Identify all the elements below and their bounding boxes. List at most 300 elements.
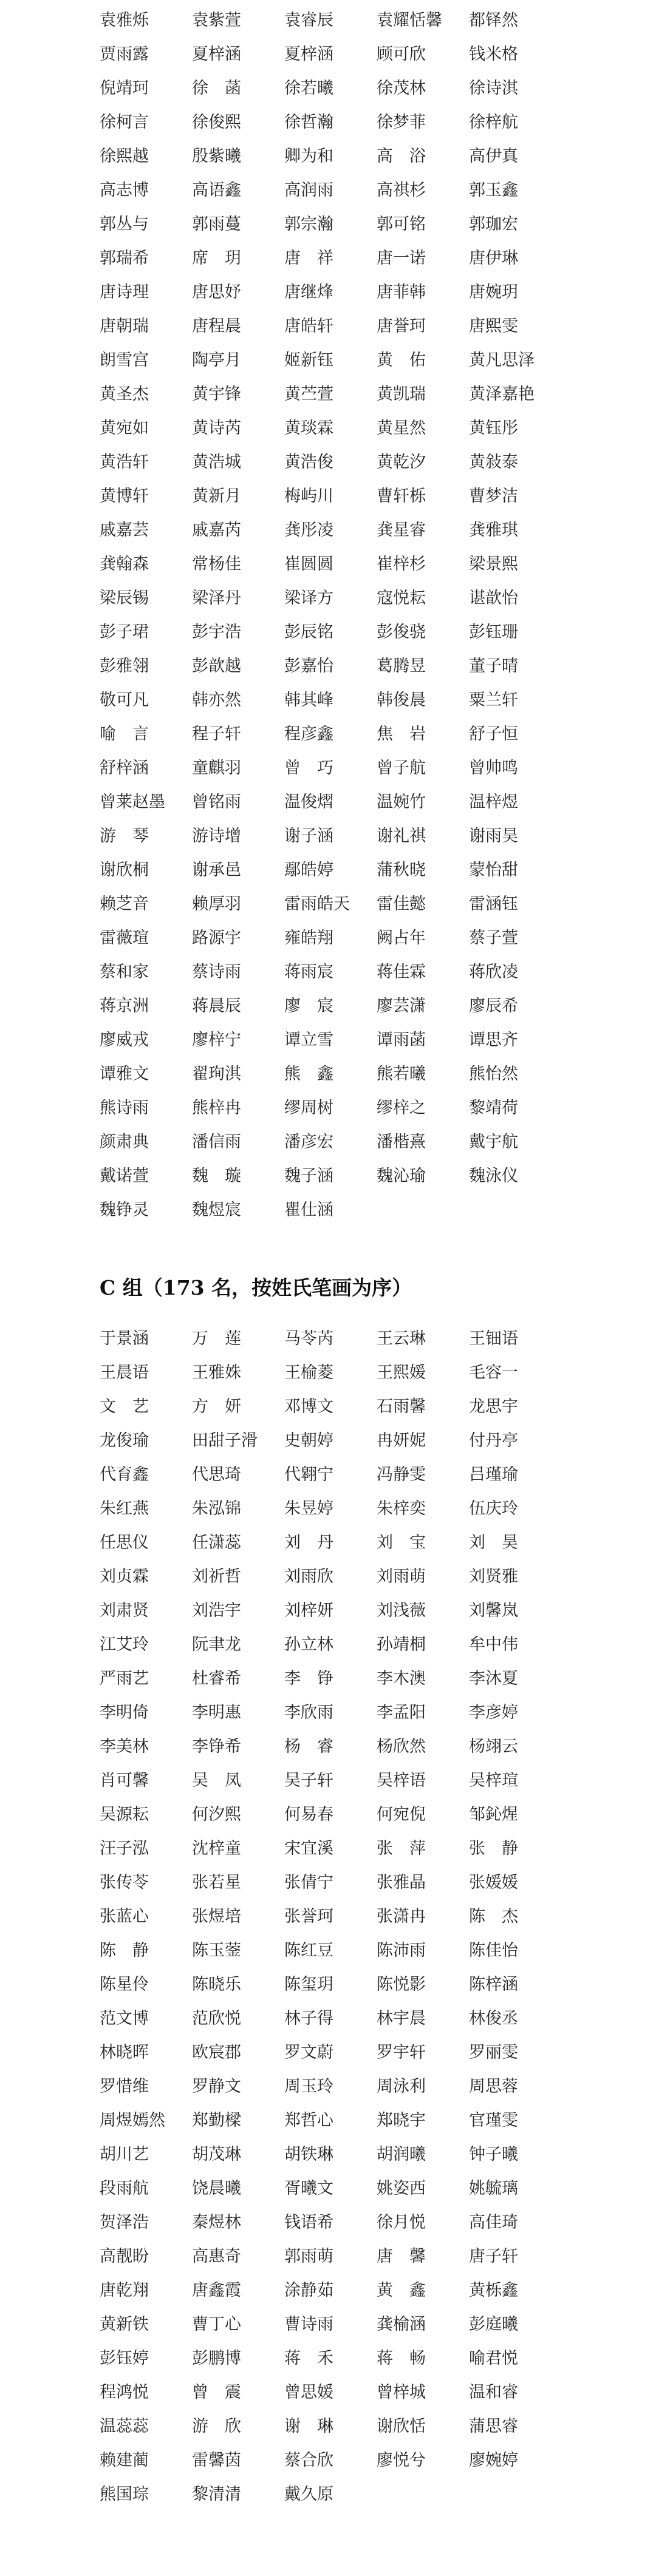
student-name: 张若星 [192, 1873, 241, 1892]
student-name: 舒子恒 [469, 725, 518, 744]
student-name: 廖芸潇 [377, 997, 426, 1015]
student-name: 蒋 畅 [377, 2349, 426, 2368]
student-name: 陈 静 [100, 1941, 149, 1960]
student-name: 谌歆怡 [469, 589, 518, 608]
student-name: 高润雨 [284, 181, 333, 200]
student-name: 郭可铭 [377, 215, 426, 234]
student-name: 彭庭曦 [469, 2315, 518, 2334]
student-name: 黄诗芮 [192, 419, 241, 438]
student-name: 罗文蔚 [284, 2043, 333, 2062]
student-name: 高语鑫 [192, 181, 241, 200]
student-name: 龚星睿 [377, 521, 426, 540]
student-name: 王熙媛 [377, 1363, 426, 1382]
student-name: 李沐夏 [469, 1669, 518, 1688]
student-name: 黄钰彤 [469, 419, 518, 438]
student-name: 姚姿西 [377, 2179, 426, 2198]
student-name: 彭鹏博 [192, 2349, 241, 2368]
student-name: 魏泳仪 [469, 1167, 518, 1185]
student-name: 杨翊云 [469, 1737, 518, 1756]
student-name: 廖 宸 [284, 997, 333, 1015]
student-name: 蔡和家 [100, 963, 149, 981]
student-name: 贺泽浩 [100, 2213, 149, 2232]
student-name: 李明倚 [100, 1703, 149, 1722]
student-name: 史朝婷 [284, 1431, 333, 1450]
student-name: 吴源耘 [100, 1805, 149, 1824]
student-name: 戚嘉芮 [192, 521, 241, 540]
student-name: 顾可欣 [377, 45, 426, 64]
student-name: 唐思妤 [192, 283, 241, 302]
student-name: 曹轩栎 [377, 487, 426, 506]
student-name: 谭雅文 [100, 1065, 149, 1083]
student-name: 雷雨皓天 [284, 895, 350, 913]
student-name: 陈玉蓥 [192, 1941, 241, 1960]
student-name: 吴梓语 [377, 1771, 426, 1790]
student-name: 蒋京洲 [100, 997, 149, 1015]
student-name: 廖悦兮 [377, 2451, 426, 2470]
student-name: 舒梓涵 [100, 759, 149, 778]
student-name: 周玉玲 [284, 2077, 333, 2096]
student-name: 石雨馨 [377, 1397, 426, 1416]
student-name: 黎清清 [192, 2485, 241, 2504]
student-name: 缪周树 [284, 1099, 333, 1117]
student-name: 游 琴 [100, 827, 149, 846]
student-name: 颜肃典 [100, 1133, 149, 1151]
student-name: 黄圣杰 [100, 385, 149, 404]
student-name: 敬可凡 [100, 691, 149, 710]
student-name: 熊 鑫 [284, 1065, 333, 1083]
student-name: 李美林 [100, 1737, 149, 1756]
student-name: 雷薇瑄 [100, 929, 149, 947]
student-name: 郭雨蔓 [192, 215, 241, 234]
student-name: 秦煜林 [192, 2213, 241, 2232]
student-name: 刘雨萌 [377, 1567, 426, 1586]
student-name: 唐 馨 [377, 2247, 426, 2266]
student-name: 龚翰森 [100, 555, 149, 574]
student-name: 彭辰铭 [284, 623, 333, 642]
student-name: 毛容一 [469, 1363, 518, 1382]
student-name: 廖婉婷 [469, 2451, 518, 2470]
student-name: 潘楷熹 [377, 1133, 426, 1151]
student-name: 高佳琦 [469, 2213, 518, 2232]
student-name: 魏铮灵 [100, 1201, 149, 1219]
student-name: 刘浩宇 [192, 1601, 241, 1620]
student-name: 刘 宝 [377, 1533, 426, 1552]
student-name: 崔圆圆 [284, 555, 333, 574]
student-name: 曾 巧 [284, 759, 333, 778]
student-name: 陈 杰 [469, 1907, 518, 1926]
student-name: 黄琰霖 [284, 419, 333, 438]
student-name: 张煜培 [192, 1907, 241, 1926]
student-name: 谢欣桐 [100, 861, 149, 880]
student-name: 徐若曦 [284, 79, 333, 98]
student-name: 徐 菡 [192, 79, 241, 98]
student-name: 陈玺玥 [284, 1975, 333, 1994]
student-name: 高靓盼 [100, 2247, 149, 2266]
student-name: 黄乾汐 [377, 453, 426, 472]
student-name: 代翱宁 [284, 1465, 333, 1484]
student-name: 刘梓妍 [284, 1601, 333, 1620]
student-name: 殷紫曦 [192, 147, 241, 166]
student-name: 唐一诺 [377, 249, 426, 268]
student-name: 王晨语 [100, 1363, 149, 1382]
student-name: 周煜嫣然 [100, 2111, 165, 2130]
student-name: 唐继烽 [284, 283, 333, 302]
student-name: 朱泓锦 [192, 1499, 241, 1518]
student-name: 胡茂琳 [192, 2145, 241, 2164]
student-name: 龙思宇 [469, 1397, 518, 1416]
student-name: 曾思媛 [284, 2383, 333, 2402]
student-name: 唐诗理 [100, 283, 149, 302]
student-name: 姚毓璃 [469, 2179, 518, 2198]
student-name: 黄浩城 [192, 453, 241, 472]
student-name: 李孟阳 [377, 1703, 426, 1722]
student-name: 曾 震 [192, 2383, 241, 2402]
student-name: 董子晴 [469, 657, 518, 676]
student-name: 郑哲心 [284, 2111, 333, 2130]
student-name: 倪靖珂 [100, 79, 149, 98]
student-name: 林子得 [284, 2009, 333, 2028]
student-name: 张倩宁 [284, 1873, 333, 1892]
student-name: 龚彤凌 [284, 521, 333, 540]
student-name: 蒋欣凌 [469, 963, 518, 981]
student-name: 张 萍 [377, 1839, 426, 1858]
student-name: 彭宇浩 [192, 623, 241, 642]
student-name: 刘馨岚 [469, 1601, 518, 1620]
student-name: 阮聿龙 [192, 1635, 241, 1654]
student-name: 刘祈哲 [192, 1567, 241, 1586]
student-name: 刘 丹 [284, 1533, 333, 1552]
student-name: 胡铁琳 [284, 2145, 333, 2164]
student-name: 胥曦文 [284, 2179, 333, 2198]
student-name: 徐梦菲 [377, 113, 426, 132]
student-name: 邹鈊煋 [469, 1805, 518, 1824]
student-name: 李彦婷 [469, 1703, 518, 1722]
student-name: 伍庆玲 [469, 1499, 518, 1518]
student-name: 程彦鑫 [284, 725, 333, 744]
student-name: 唐皓轩 [284, 317, 333, 336]
student-name: 唐熙雯 [469, 317, 518, 336]
student-name: 谢礼祺 [377, 827, 426, 846]
student-name: 廖威戎 [100, 1031, 149, 1049]
student-name: 梁泽丹 [192, 589, 241, 608]
student-name: 吕瑾瑜 [469, 1465, 518, 1484]
student-name: 赖厚羽 [192, 895, 241, 913]
student-name: 黄浩轩 [100, 453, 149, 472]
student-name: 吴梓瑄 [469, 1771, 518, 1790]
student-name: 代育鑫 [100, 1465, 149, 1484]
student-name: 蔡子萱 [469, 929, 518, 947]
student-name: 袁睿辰 [284, 11, 333, 30]
student-name: 翟珣淇 [192, 1065, 241, 1083]
student-name: 高惠奇 [192, 2247, 241, 2266]
student-name: 熊梓冉 [192, 1099, 241, 1117]
student-name: 熊若曦 [377, 1065, 426, 1083]
student-name: 熊怡然 [469, 1065, 518, 1083]
student-name: 程鸿悦 [100, 2383, 149, 2402]
student-name: 李铮希 [192, 1737, 241, 1756]
student-name: 鄢皓婷 [284, 861, 333, 880]
student-name: 陈佳怡 [469, 1941, 518, 1960]
student-name: 袁耀恬馨 [377, 11, 442, 30]
student-name: 梁辰锡 [100, 589, 149, 608]
student-name: 林俊丞 [469, 2009, 518, 2028]
student-name: 瞿仕涵 [284, 1201, 333, 1219]
student-name: 徐熙越 [100, 147, 149, 166]
student-name: 彭雅翎 [100, 657, 149, 676]
student-name: 王榆菱 [284, 1363, 333, 1382]
student-name: 杨欣然 [377, 1737, 426, 1756]
student-name: 喻 言 [100, 725, 149, 744]
student-name: 徐诗淇 [469, 79, 518, 98]
student-name: 黄凯瑞 [377, 385, 426, 404]
student-name: 曾子航 [377, 759, 426, 778]
student-name: 陈晓乐 [192, 1975, 241, 1994]
student-name: 徐月悦 [377, 2213, 426, 2232]
student-name: 张潇冉 [377, 1907, 426, 1926]
student-name: 郭丛与 [100, 215, 149, 234]
student-name: 罗宇轩 [377, 2043, 426, 2062]
student-name: 肖可馨 [100, 1771, 149, 1790]
student-name: 马苓芮 [284, 1329, 333, 1348]
student-name: 彭钰珊 [469, 623, 518, 642]
student-name: 熊国琮 [100, 2485, 149, 2504]
student-name: 唐程晨 [192, 317, 241, 336]
student-name: 彭俊骁 [377, 623, 426, 642]
student-name: 崔梓杉 [377, 555, 426, 574]
student-name: 蒋 禾 [284, 2349, 333, 2368]
student-name: 严雨艺 [100, 1669, 149, 1688]
student-name: 贾雨露 [100, 45, 149, 64]
student-name: 范欣悦 [192, 2009, 241, 2028]
student-name: 田甜子滑 [192, 1431, 258, 1450]
student-name: 罗静文 [192, 2077, 241, 2096]
student-name: 梅屿川 [284, 487, 333, 506]
student-name: 高祺杉 [377, 181, 426, 200]
student-name: 唐朝瑞 [100, 317, 149, 336]
student-name: 韩俊晨 [377, 691, 426, 710]
student-name: 姬新钰 [284, 351, 333, 370]
student-name: 魏子涵 [284, 1167, 333, 1185]
student-name: 谢雨昊 [469, 827, 518, 846]
student-name: 蔡合欣 [284, 2451, 333, 2470]
student-name: 谭雨菡 [377, 1031, 426, 1049]
student-name: 徐哲瀚 [284, 113, 333, 132]
student-name: 陈悦影 [377, 1975, 426, 1994]
student-name: 王钿语 [469, 1329, 518, 1348]
student-name: 戴宇航 [469, 1133, 518, 1151]
student-name: 胡川艺 [100, 2145, 149, 2164]
student-name: 张蓝心 [100, 1907, 149, 1926]
student-name: 徐柯言 [100, 113, 149, 132]
student-name: 魏煜宸 [192, 1201, 241, 1219]
student-name: 张雅晶 [377, 1873, 426, 1892]
student-name: 唐 祥 [284, 249, 333, 268]
student-name: 焦 岩 [377, 725, 426, 744]
student-name: 任思仪 [100, 1533, 149, 1552]
student-name: 钱米格 [469, 45, 518, 64]
student-name: 温梓煜 [469, 793, 518, 812]
student-name: 梁译方 [284, 589, 333, 608]
student-name: 曾帅鸣 [469, 759, 518, 778]
student-name: 彭歆越 [192, 657, 241, 676]
student-name: 王雅姝 [192, 1363, 241, 1382]
student-name: 谭立雪 [284, 1031, 333, 1049]
student-name: 范文博 [100, 2009, 149, 2028]
student-name: 宋宜溪 [284, 1839, 333, 1858]
student-name: 杨 睿 [284, 1737, 333, 1756]
student-name: 任潇蕊 [192, 1533, 241, 1552]
group-b-name-grid [100, 4, 656, 1227]
student-name: 李欣雨 [284, 1703, 333, 1722]
student-name: 刘 昊 [469, 1533, 518, 1552]
student-name: 方 妍 [192, 1397, 241, 1416]
student-name: 胡润曦 [377, 2145, 426, 2164]
student-name: 常杨佳 [192, 555, 241, 574]
student-name: 游诗增 [192, 827, 241, 846]
student-name: 潘信雨 [192, 1133, 241, 1151]
student-name: 钟子曦 [469, 2145, 518, 2164]
student-name: 潘彦宏 [284, 1133, 333, 1151]
student-name: 赖建蔺 [100, 2451, 149, 2470]
student-name: 黄泽嘉艳 [469, 385, 535, 404]
student-name: 冉妍妮 [377, 1431, 426, 1450]
student-name: 曾莱赵墨 [100, 793, 165, 812]
student-name: 曹丁心 [192, 2315, 241, 2334]
student-name: 王云琳 [377, 1329, 426, 1348]
student-name: 罗惜维 [100, 2077, 149, 2096]
student-name: 何易春 [284, 1805, 333, 1824]
student-name: 段雨航 [100, 2179, 149, 2198]
student-name: 唐乾翔 [100, 2281, 149, 2300]
student-name: 张媛媛 [469, 1873, 518, 1892]
student-name: 刘贤雅 [469, 1567, 518, 1586]
student-name: 李明惠 [192, 1703, 241, 1722]
student-name: 温俊熠 [284, 793, 333, 812]
student-name: 沈梓童 [192, 1839, 241, 1858]
student-name: 刘贞霖 [100, 1567, 149, 1586]
student-name: 廖梓宁 [192, 1031, 241, 1049]
student-name: 雷馨茵 [192, 2451, 241, 2470]
student-name: 文 艺 [100, 1397, 149, 1416]
group-c-heading: C 组（173 名，按姓氏笔画为序） [100, 1276, 412, 1300]
student-name: 徐俊熙 [192, 113, 241, 132]
student-name: 黄宇锋 [192, 385, 241, 404]
student-name: 饶晨曦 [192, 2179, 241, 2198]
student-name: 冯静雯 [377, 1465, 426, 1484]
student-name: 彭嘉怡 [284, 657, 333, 676]
student-name: 蒲思睿 [469, 2417, 518, 2436]
student-name: 刘雨欣 [284, 1567, 333, 1586]
student-name: 张誉珂 [284, 1907, 333, 1926]
student-name: 蒲秋晓 [377, 861, 426, 880]
student-name: 彭钰婷 [100, 2349, 149, 2368]
student-name: 蔡诗雨 [192, 963, 241, 981]
student-name: 刘肃贤 [100, 1601, 149, 1620]
student-name: 陈红豆 [284, 1941, 333, 1960]
student-name: 廖辰希 [469, 997, 518, 1015]
student-name: 林晓晖 [100, 2043, 149, 2062]
student-name: 游 欣 [192, 2417, 241, 2436]
student-name: 吴 凤 [192, 1771, 241, 1790]
student-name: 袁紫萱 [192, 11, 241, 30]
student-name: 张传苓 [100, 1873, 149, 1892]
student-name: 钱语希 [284, 2213, 333, 2232]
student-name: 黄 鑫 [377, 2281, 426, 2300]
student-name: 牟中伟 [469, 1635, 518, 1654]
student-name: 寇悦耘 [377, 589, 426, 608]
student-name: 雷佳懿 [377, 895, 426, 913]
student-name: 周思蓉 [469, 2077, 518, 2096]
student-name: 韩亦然 [192, 691, 241, 710]
student-name: 付丹亭 [469, 1431, 518, 1450]
student-name: 黄栎鑫 [469, 2281, 518, 2300]
student-name: 喻君悦 [469, 2349, 518, 2368]
student-name: 雍皓翔 [284, 929, 333, 947]
student-name: 阙占年 [377, 929, 426, 947]
student-name: 赖芝音 [100, 895, 149, 913]
student-name: 谢 琳 [284, 2417, 333, 2436]
student-name: 黄 佑 [377, 351, 426, 370]
student-name: 路源宇 [192, 929, 241, 947]
student-name: 郭宗瀚 [284, 215, 333, 234]
student-name: 唐菲韩 [377, 283, 426, 302]
student-name: 官瑾雯 [469, 2111, 518, 2130]
student-name: 温蕊蕊 [100, 2417, 149, 2436]
student-name: 熊诗雨 [100, 1099, 149, 1117]
student-name: 龙俊瑜 [100, 1431, 149, 1450]
student-name: 林宇晨 [377, 2009, 426, 2028]
student-name: 郑晓宇 [377, 2111, 426, 2130]
student-name: 高伊真 [469, 147, 518, 166]
student-name: 孙靖桐 [377, 1635, 426, 1654]
group-c-name-grid [100, 1322, 656, 2512]
student-name: 孙立林 [284, 1635, 333, 1654]
student-name: 李 铮 [284, 1669, 333, 1688]
student-name: 郑勤樑 [192, 2111, 241, 2130]
student-name: 唐鑫霞 [192, 2281, 241, 2300]
student-name: 杜睿希 [192, 1669, 241, 1688]
student-name: 黄博轩 [100, 487, 149, 506]
student-name: 徐茂林 [377, 79, 426, 98]
student-name: 朱昱婷 [284, 1499, 333, 1518]
student-name: 唐婉玥 [469, 283, 518, 302]
student-name: 夏梓涵 [192, 45, 241, 64]
student-name: 梁景熙 [469, 555, 518, 574]
student-name: 袁雅烁 [100, 11, 149, 30]
student-name: 黄浩俊 [284, 453, 333, 472]
student-name: 黄宛如 [100, 419, 149, 438]
student-name: 于景涵 [100, 1329, 149, 1348]
student-name: 唐誉珂 [377, 317, 426, 336]
student-name: 夏梓涵 [284, 45, 333, 64]
student-name: 刘浅薇 [377, 1601, 426, 1620]
student-name: 曾铭雨 [192, 793, 241, 812]
student-name: 欧宸郡 [192, 2043, 241, 2062]
student-name: 黄苎萱 [284, 385, 333, 404]
student-name: 陶亭月 [192, 351, 241, 370]
student-name: 何宛倪 [377, 1805, 426, 1824]
student-name: 黄星然 [377, 419, 426, 438]
student-name: 徐梓航 [469, 113, 518, 132]
student-name: 戴久原 [284, 2485, 333, 2504]
student-name: 魏沁瑜 [377, 1167, 426, 1185]
student-name: 蒙怡甜 [469, 861, 518, 880]
student-name: 粟兰轩 [469, 691, 518, 710]
student-name: 缪梓之 [377, 1099, 426, 1117]
student-name: 邓博文 [284, 1397, 333, 1416]
student-name: 张 静 [469, 1839, 518, 1858]
student-name: 雷涵钰 [469, 895, 518, 913]
